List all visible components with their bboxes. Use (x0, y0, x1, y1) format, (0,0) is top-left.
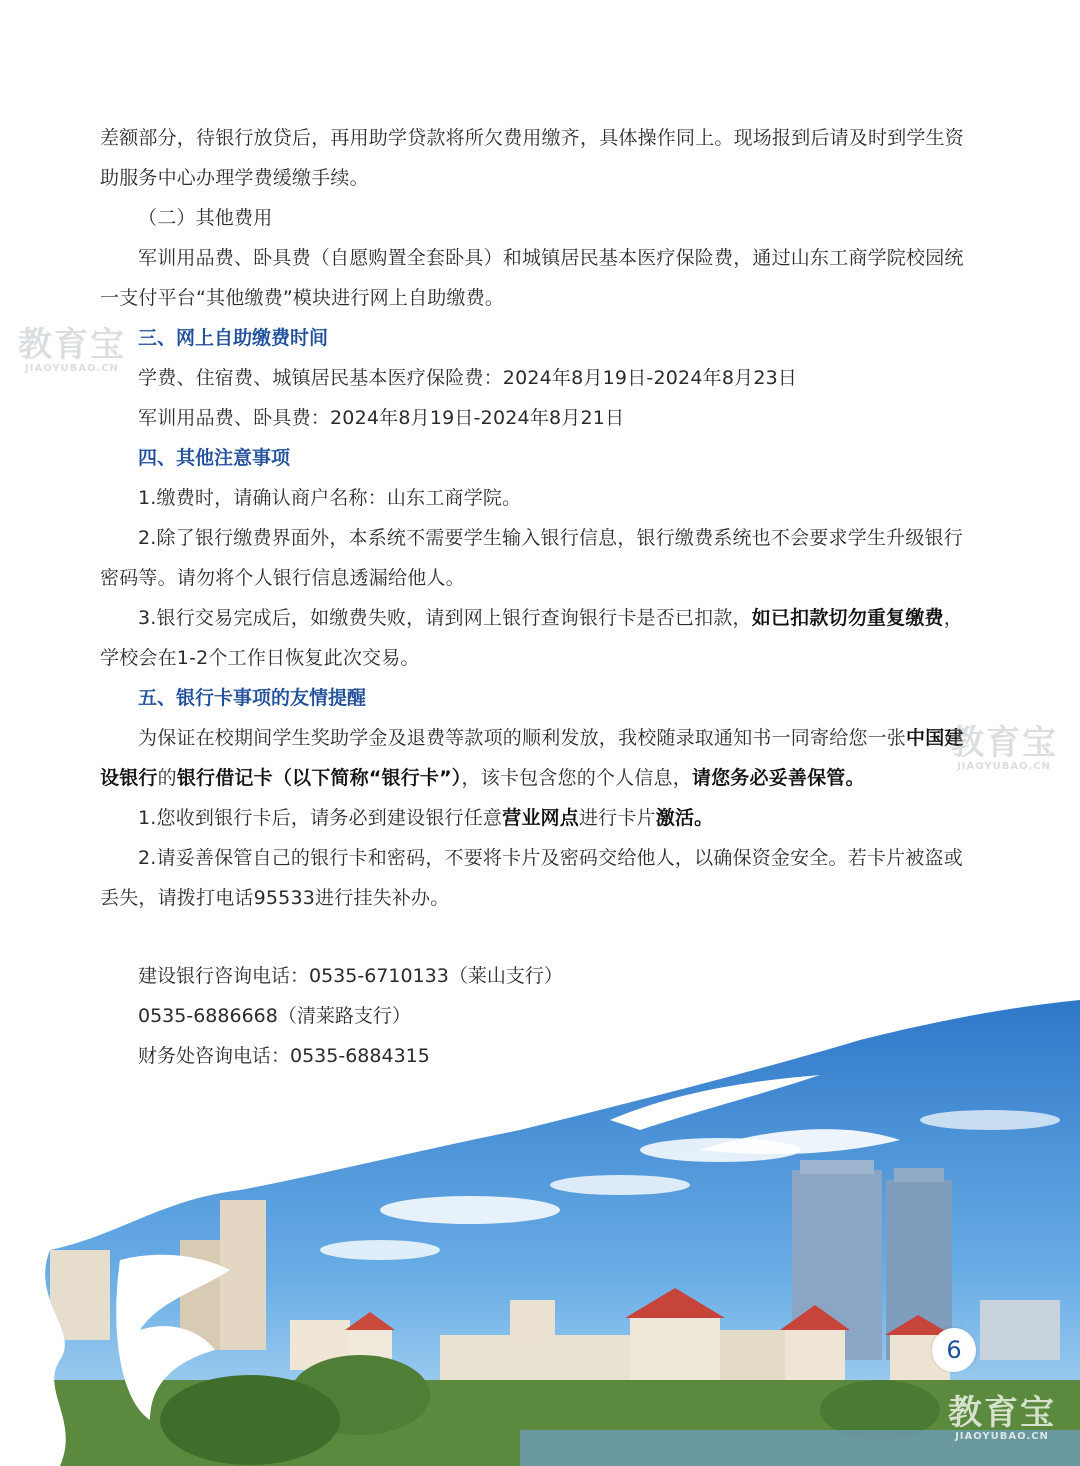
watermark-text: 教育宝 (948, 1393, 1056, 1433)
bold-segment: 营业网点 (502, 807, 579, 829)
contact-ccb-qinglai: 0535-6886668（清莱路支行） (138, 1005, 411, 1027)
bold-segment: 如已扣款切勿重复缴费 (751, 607, 944, 629)
paragraph-tuition-time: 学费、住宿费、城镇居民基本医疗保险费：2024年8月19日-2024年8月23日 (138, 367, 798, 389)
bold-segment: 请您务必妥善保管。 (691, 767, 865, 789)
watermark-text: 教育宝 (950, 723, 1058, 763)
watermark-logo (950, 723, 1058, 772)
document-body (100, 118, 980, 1076)
text-segment: 进行卡片 (578, 807, 656, 829)
heading-bank-card: 五、银行卡事项的友情提醒 (138, 687, 367, 709)
paragraph-other-fees: 军训用品费、卧具费（自愿购置全套卧具）和城镇居民基本医疗保险费，通过山东工商学院校园统一支付平台“其他缴费”模块进行网上自助缴费。 (100, 247, 964, 309)
bold-segment: 激活。 (655, 807, 714, 829)
page-number: 6 (932, 1328, 976, 1372)
paragraph-military-time: 军训用品费、卧具费：2024年8月19日-2024年8月21日 (138, 407, 625, 429)
contact-finance-office: 财务处咨询电话：0535-6884315 (138, 1045, 430, 1067)
text-segment: 的 (157, 767, 177, 789)
bold-segment: 中国建设银行 (100, 727, 964, 789)
paragraph-bank-info: 2.除了银行缴费界面外，本系统不需要学生输入银行信息，银行缴费系统也不会要求学生升级银行密码等。请勿将个人银行信息透漏给他人。 (100, 527, 963, 589)
campus-illustration (0, 1000, 1080, 1466)
watermark-domain: JIAOYUBAO.CN (25, 363, 119, 374)
watermark-domain: JIAOYUBAO.CN (957, 761, 1051, 772)
heading-payment-time: 三、网上自助缴费时间 (138, 327, 329, 349)
contact-ccb-laishan: 建设银行咨询电话：0535-6710133（莱山支行） (138, 965, 563, 987)
paragraph-loan-balance: 差额部分，待银行放贷后，再用助学贷款将所欠费用缴齐，具体操作同上。现场报到后请及时到学生资助服务中心办理学费缓缴手续。 (100, 127, 965, 189)
text-segment: 1.您收到银行卡后，请务必到建设银行任意 (138, 807, 503, 829)
paragraph-card-activation (100, 798, 980, 838)
spacer (100, 918, 980, 956)
paragraph-merchant-name: 1.缴费时，请确认商户名称：山东工商学院。 (138, 487, 522, 509)
heading-other-notes: 四、其他注意事项 (138, 447, 291, 469)
watermark-text: 教育宝 (18, 325, 126, 365)
text-segment: 为保证在校期间学生奖助学金及退费等款项的顺利发放，我校随录取通知书一同寄给您一张 (138, 727, 907, 749)
watermark-domain: JIAOYUBAO.CN (955, 1431, 1049, 1442)
text-segment: 3.银行交易完成后，如缴费失败，请到网上银行查询银行卡是否已扣款， (138, 607, 752, 629)
paragraph-payment-failure (100, 598, 980, 678)
watermark-logo (18, 325, 126, 374)
paragraph-bank-card-intro (100, 718, 980, 798)
text-segment: ，该卡包含您的个人信息， (461, 767, 692, 789)
watermark-logo (948, 1393, 1056, 1442)
paragraph-card-safety: 2.请妥善保管自己的银行卡和密码，不要将卡片及密码交给他人，以确保资金安全。若卡片被盗或丢失，请拨打电话95533进行挂失补办。 (100, 847, 963, 909)
bold-segment: 银行借记卡（以下简称“银行卡”） (176, 767, 462, 789)
subheading-other-fees: （二）其他费用 (138, 207, 273, 229)
text-segment: ，学校会在1-2个工作日恢复此次交易。 (100, 607, 963, 669)
